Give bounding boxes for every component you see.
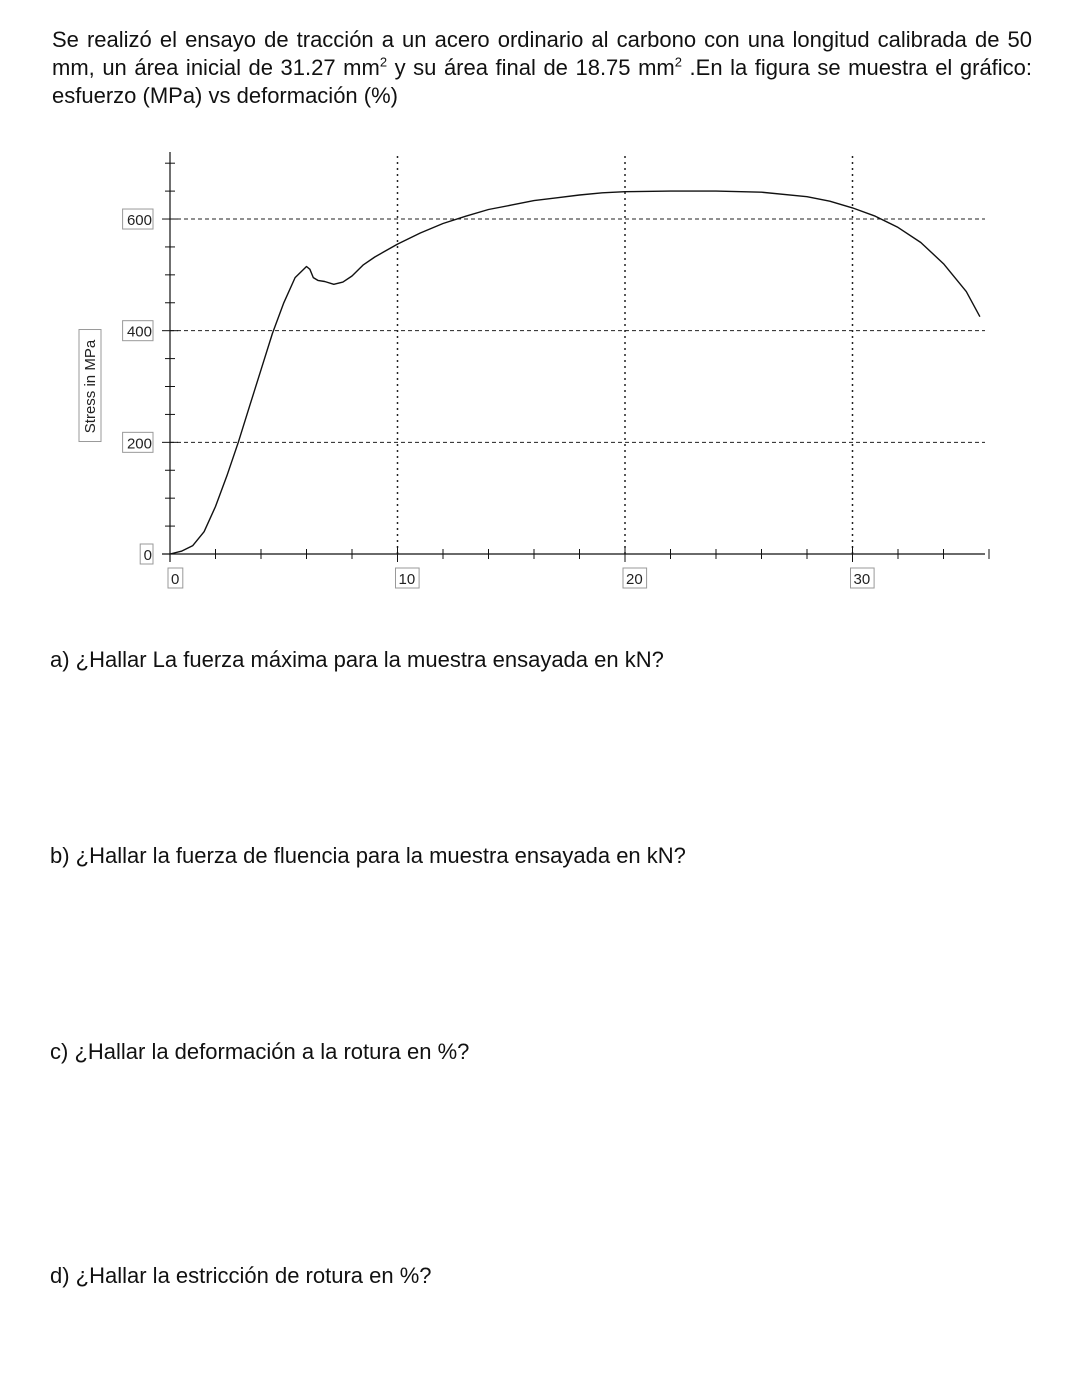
intro-sup-1: 2 xyxy=(379,54,388,70)
y-tick-label-0: 0 xyxy=(143,547,152,564)
intro-sup-2: 2 xyxy=(674,54,682,70)
series-line-stress-strain xyxy=(170,191,980,554)
y-tick-label-600: 600 xyxy=(126,212,152,230)
y-axis-title: Stress in MPa xyxy=(82,339,99,434)
x-tick-label-10: 10 xyxy=(398,571,416,588)
x-tick-label-0: 0 xyxy=(171,571,180,588)
stress-strain-chart xyxy=(0,140,1070,600)
question-b: b) ¿Hallar la fuerza de fluencia para la muestra ensayada en kN? xyxy=(50,843,686,868)
intro-text-1: Se realizó el ensayo de tracción a un acero ordinario al carbono con una longitud calibrada de 50 mm, un área inicial de 31.27 mm xyxy=(52,27,1032,80)
question-d: d) ¿Hallar la estricción de rotura en %? xyxy=(50,1263,432,1288)
question-a: a) ¿Hallar La fuerza máxima para la muestra ensayada en kN? xyxy=(50,647,664,672)
intro-text-3: .En la figura se muestra el gráfico: esfuerzo (MPa) vs deformación (%) xyxy=(52,55,1033,108)
y-tick-label-200: 200 xyxy=(126,435,152,453)
x-tick-label-30: 30 xyxy=(853,571,871,588)
x-tick-label-20: 20 xyxy=(626,571,643,588)
problem-statement xyxy=(52,26,1032,110)
question-c: c) ¿Hallar la deformación a la rotura en %? xyxy=(50,1039,470,1064)
y-tick-label-400: 400 xyxy=(126,323,152,341)
intro-text-2: y su área final de 18.75 mm xyxy=(387,55,675,80)
